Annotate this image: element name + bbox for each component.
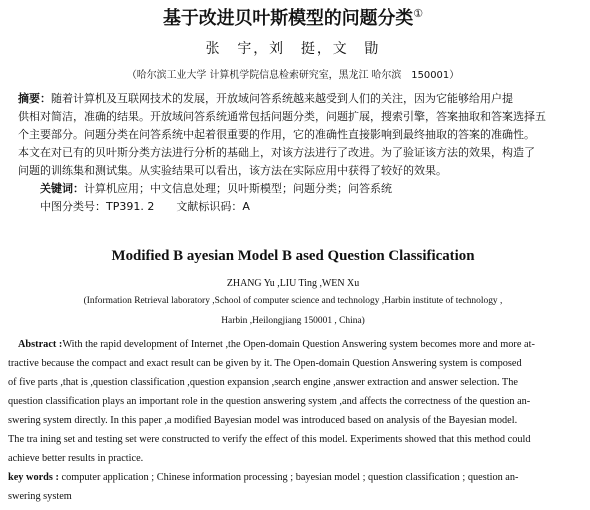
doc-code-value: A bbox=[242, 200, 250, 213]
cn-abstract-line-1 bbox=[18, 92, 513, 106]
en-authors: ZHANG Yu ,LIU Ting ,WEN Xu bbox=[226, 278, 360, 289]
footnote-mark: ① bbox=[413, 7, 424, 20]
cn-abstract-line-4: 本文在对已有的贝叶斯分类方法进行分析的基础上，对该方法进行了改进。为了验证该方法的效果，构造了 bbox=[18, 146, 535, 159]
en-keywords-label: key words : bbox=[8, 472, 59, 483]
en-abstract-line-3: of five parts ,that is ,question classification ,question expansion ,search engine ,answer extraction and answer selection. The bbox=[8, 377, 518, 388]
cn-keywords bbox=[40, 182, 392, 196]
en-abstract-line-1 bbox=[18, 338, 535, 352]
cn-authors: 张 宇，刘 挺，文 勖 bbox=[205, 41, 381, 57]
en-affiliation-line-2: Harbin ,Heilongjiang 150001 , China) bbox=[221, 316, 365, 326]
en-keywords-text: computer application ; Chinese information processing ; bayesian model ; question classification ; question an- bbox=[61, 472, 519, 483]
en-abstract-line-2: tractive because the compact and exact result can be given by it. The Open-domain Question Answering system is composed bbox=[8, 358, 522, 369]
en-abstract-line-5: swering system directly. In this paper ,a modified Bayesian model was introduced based on analysis of the Bayesian model. bbox=[8, 415, 518, 426]
cn-keywords-text: 计算机应用；中文信息处理；贝叶斯模型；问题分类；问答系统 bbox=[84, 182, 392, 195]
cn-keywords-label: 关键词： bbox=[40, 182, 84, 195]
clc-value: TP391. 2 bbox=[106, 200, 155, 213]
en-keywords-line-2: swering system bbox=[8, 491, 72, 502]
cn-abstract-text: 随着计算机及互联网技术的发展，开放域问答系统越来越受到人们的关注，因为它能够给用户提 bbox=[51, 92, 513, 105]
en-abstract-text: With the rapid development of Internet ,the Open-domain Question Answering system becomes more and more at- bbox=[62, 339, 535, 350]
cn-title bbox=[0, 4, 586, 30]
cn-abstract-line-5: 问题的训练集和测试集。从实验结果可以看出，该方法在实际应用中获得了较好的效果。 bbox=[18, 164, 447, 177]
en-affiliation-line-1: (Information Retrieval laboratory ,School of computer science and technology ,Harbin institute of technology , bbox=[83, 296, 503, 306]
en-title: Modified B ayesian Model B ased Question Classification bbox=[111, 248, 475, 264]
en-abstract-line-7: achieve better results in practice. bbox=[8, 453, 144, 464]
en-keywords bbox=[8, 471, 518, 485]
cn-classification bbox=[40, 200, 250, 214]
doc-code-label: 文献标识码： bbox=[176, 200, 243, 213]
cn-abstract-line-3: 个主要部分。问题分类在问答系统中起着很重要的作用，它的准确性直接影响到最终抽取的答案的准确性。 bbox=[18, 128, 535, 141]
cn-title-text: 基于改进贝叶斯模型的问题分类 bbox=[162, 8, 414, 29]
cn-abstract-label: 摘要： bbox=[18, 92, 51, 105]
clc-label: 中图分类号： bbox=[40, 200, 106, 213]
en-abstract-line-4: question classification plays an important role in the question answering system ,and affects the correctness of the question an- bbox=[8, 396, 531, 407]
en-abstract-line-6: The tra ining set and testing set were constructed to verify the effect of this model. Experiments showed that this method could bbox=[8, 434, 531, 445]
en-abstract-label: Abstract : bbox=[18, 339, 63, 350]
cn-abstract-line-2: 供相对简洁，准确的结果。开放域问答系统通常包括问题分类，问题扩展，搜索引擎，答案抽取和答案选择五 bbox=[18, 110, 546, 123]
cn-affiliation: （哈尔滨工业大学 计算机学院信息检索研究室，黑龙江 哈尔滨 150001） bbox=[126, 70, 460, 81]
